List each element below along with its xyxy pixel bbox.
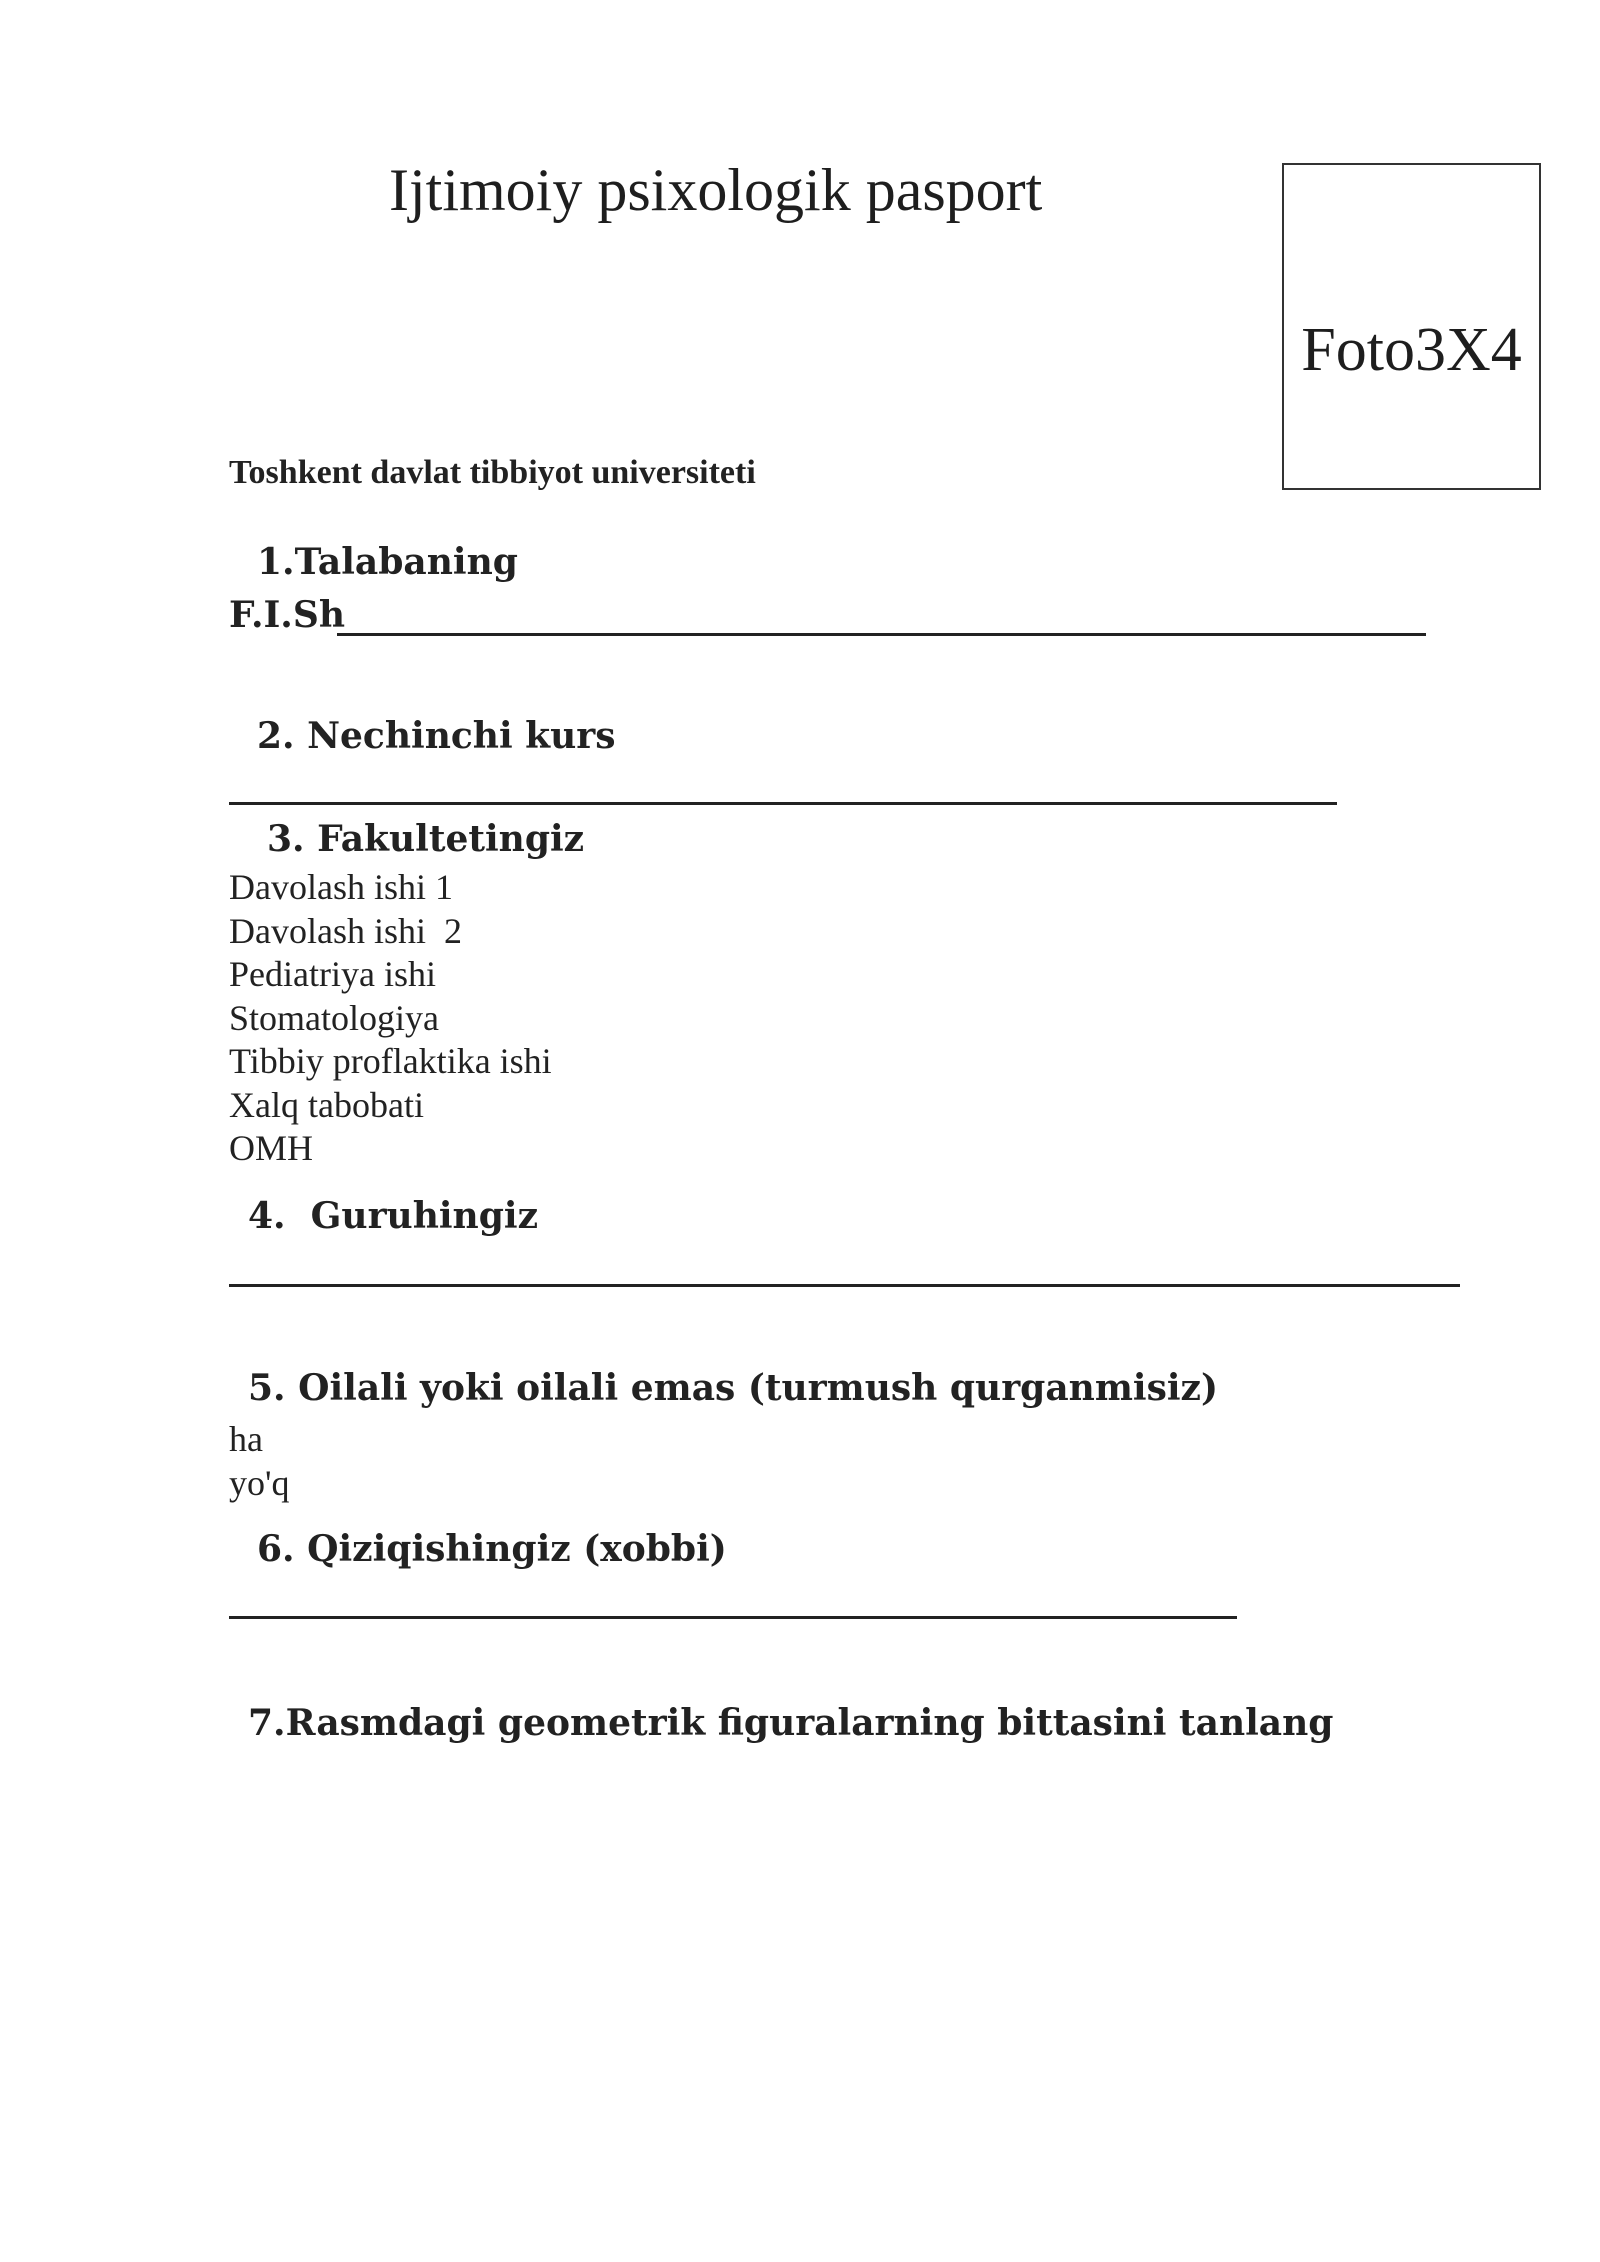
fish-input-line[interactable]: [337, 633, 1426, 636]
question-2-heading: 2. Nechinchi kurs: [257, 715, 616, 757]
faculty-option[interactable]: Davolash ishi 2: [229, 910, 462, 951]
university-name: Toshkent davlat tibbiyot universiteti: [229, 454, 756, 491]
photo-placeholder-label: Foto3X4: [1301, 316, 1522, 384]
faculty-option[interactable]: OMH: [229, 1128, 314, 1168]
faculty-options: [229, 866, 552, 1171]
question-7-heading: 7.Rasmdagi geometrik figuralarning bittasini tanlang: [248, 1702, 1334, 1744]
course-input-line[interactable]: [229, 802, 1337, 805]
hobby-input-line[interactable]: [229, 1616, 1237, 1619]
question-6-heading: 6. Qiziqishingiz (xobbi): [257, 1528, 727, 1570]
faculty-option[interactable]: Davolash ishi 1: [229, 867, 453, 907]
question-1-heading: 1.Talabaning: [257, 541, 518, 583]
marital-option-no[interactable]: yo'q: [229, 1462, 290, 1503]
photo-placeholder: [1282, 163, 1541, 490]
question-4-heading: 4. Guruhingiz: [248, 1195, 539, 1237]
question-5-heading: 5. Oilali yoki oilali emas (turmush qurganmisiz): [248, 1367, 1219, 1409]
marital-option-yes[interactable]: ha: [229, 1419, 263, 1459]
group-input-line[interactable]: [229, 1284, 1460, 1287]
document-title: Ijtimoiy psixologik pasport: [389, 157, 1043, 223]
fish-field-label: F.I.Sh: [229, 594, 346, 636]
marital-options: [229, 1418, 290, 1505]
question-3-heading: 3. Fakultetingiz: [267, 818, 585, 860]
faculty-option[interactable]: Pediatriya ishi: [229, 954, 436, 994]
faculty-option[interactable]: Xalq tabobati: [229, 1084, 424, 1125]
faculty-option[interactable]: Stomatologiya: [229, 997, 439, 1038]
faculty-option[interactable]: Tibbiy proflaktika ishi: [229, 1041, 552, 1081]
